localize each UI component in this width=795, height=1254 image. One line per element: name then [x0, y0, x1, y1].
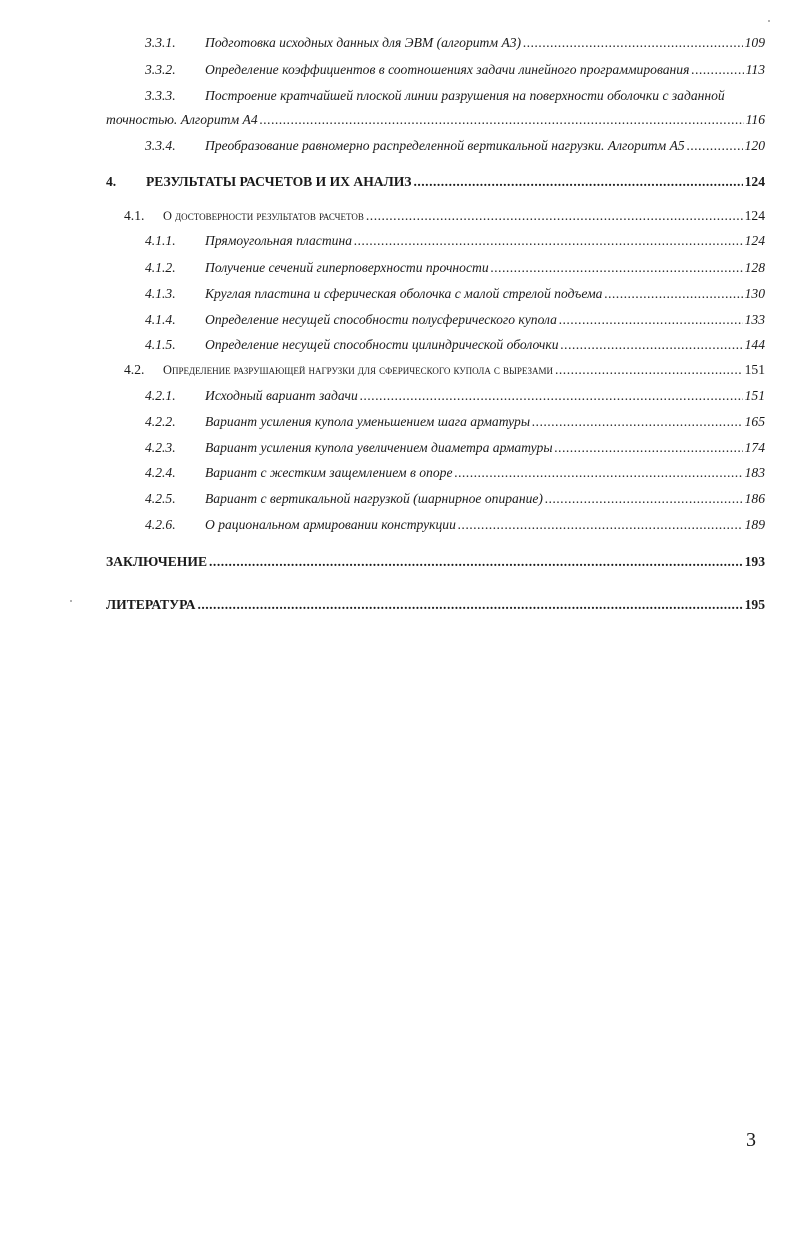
entry-page: 120 — [744, 138, 765, 153]
entry-title: Определение несущей способности полусферического купола — [205, 312, 557, 327]
entry-number: 4.2. — [124, 362, 145, 377]
entry-title: Вариант с жестким защемлением в опоре — [205, 465, 453, 480]
toc-section-4-1[interactable] — [0, 206, 795, 226]
entry-title: Исходный вариант задачи — [205, 388, 358, 403]
entry-page: 165 — [744, 414, 765, 429]
dot-leader — [209, 552, 743, 572]
dot-leader — [360, 386, 743, 406]
dot-leader — [604, 284, 742, 304]
toc-entry-4-1-2[interactable] — [0, 258, 795, 278]
entry-title: Круглая пластина и сферическая оболочка с малой стрелой подъема — [205, 286, 603, 301]
entry-page: 189 — [744, 517, 765, 532]
scan-speck — [70, 600, 72, 602]
toc-entry-4-1-1[interactable] — [0, 231, 795, 251]
entry-page: 133 — [744, 312, 765, 327]
dot-leader — [260, 110, 744, 130]
entry-page: 186 — [744, 491, 765, 506]
entry-page: 144 — [744, 337, 765, 352]
entry-page: 124 — [744, 233, 765, 248]
entry-title: Преобразование равномерно распределенной вертикальной нагрузки. Алгоритм А5 — [205, 138, 685, 153]
entry-title: Вариант усиления купола увеличением диаметра арматуры — [205, 440, 553, 455]
dot-leader — [454, 463, 742, 483]
scan-speck — [768, 20, 770, 22]
dot-leader — [197, 595, 742, 615]
toc-entry-4-2-6[interactable] — [0, 515, 795, 535]
entry-page: 128 — [744, 260, 765, 275]
entry-page: 113 — [745, 62, 765, 77]
page-number: 3 — [746, 1129, 756, 1151]
entry-number: 3.3.4. — [145, 138, 176, 153]
entry-page: 193 — [744, 554, 765, 569]
entry-title: Вариант усиления купола уменьшением шага арматуры — [205, 414, 531, 429]
entry-page: 195 — [744, 597, 765, 612]
toc-chapter-4[interactable] — [0, 172, 795, 192]
entry-number: 4.1.5. — [145, 337, 176, 352]
entry-number: 4.2.6. — [145, 517, 176, 532]
entry-title-line1: Построение кратчайшей плоской линии разрушения на поверхности оболочки с заданной — [205, 88, 725, 103]
entry-title: РЕЗУЛЬТАТЫ РАСЧЕТОВ И ИХ АНАЛИЗ — [146, 174, 412, 189]
entry-page: 174 — [744, 440, 765, 455]
entry-number: 4.1.4. — [145, 312, 176, 327]
entry-title: Определение несущей способности цилиндрической оболочки — [205, 337, 559, 352]
toc-entry-4-2-2[interactable] — [0, 412, 795, 432]
entry-page: 183 — [744, 465, 765, 480]
dot-leader — [458, 515, 743, 535]
entry-number: 4.2.2. — [145, 414, 176, 429]
toc-entry-4-1-3[interactable] — [0, 284, 795, 304]
toc-entry-3-3-3-line2[interactable] — [0, 110, 795, 130]
dot-leader — [532, 412, 743, 432]
toc-entry-3-3-3-line1[interactable] — [0, 86, 795, 106]
toc-section-4-2[interactable] — [0, 360, 795, 380]
entry-number: 3.3.1. — [145, 35, 176, 50]
entry-page: 116 — [745, 112, 765, 127]
toc-entry-4-2-3[interactable] — [0, 438, 795, 458]
entry-title: Прямоугольная пластина — [205, 233, 352, 248]
entry-number: 4.1. — [124, 208, 145, 223]
entry-number: 4.1.1. — [145, 233, 176, 248]
entry-page: 124 — [744, 174, 765, 189]
toc-entry-4-1-4[interactable] — [0, 310, 795, 330]
dot-leader — [545, 489, 743, 509]
entry-number: 4.2.4. — [145, 465, 176, 480]
entry-title: О рациональном армировании конструкции — [205, 517, 456, 532]
entry-page: 124 — [744, 208, 765, 223]
dot-leader — [491, 258, 743, 278]
entry-title: ЗАКЛЮЧЕНИЕ — [106, 554, 208, 569]
toc-literature[interactable] — [0, 595, 795, 615]
entry-page: 151 — [744, 362, 765, 377]
toc-entry-4-2-4[interactable] — [0, 463, 795, 483]
toc-entry-3-3-2[interactable] — [0, 60, 795, 80]
entry-title: Определение разрушающей нагрузки для сферического купола с вырезами — [163, 363, 553, 377]
entry-number: 4. — [106, 174, 117, 189]
dot-leader — [561, 335, 743, 355]
toc-conclusion[interactable] — [0, 552, 795, 572]
entry-title: ЛИТЕРАТУРА — [106, 597, 196, 612]
entry-page: 130 — [744, 286, 765, 301]
entry-number: 3.3.2. — [145, 62, 176, 77]
toc-entry-4-2-5[interactable] — [0, 489, 795, 509]
entry-number: 4.2.3. — [145, 440, 176, 455]
toc-entry-4-2-1[interactable] — [0, 386, 795, 406]
toc-entry-4-1-5[interactable] — [0, 335, 795, 355]
entry-number: 3.3.3. — [145, 88, 176, 103]
dot-leader — [523, 33, 743, 53]
dot-leader — [559, 310, 743, 330]
toc-entry-3-3-4[interactable] — [0, 136, 795, 156]
dot-leader — [691, 60, 743, 80]
entry-number: 4.2.5. — [145, 491, 176, 506]
dot-leader — [366, 206, 743, 226]
dot-leader — [555, 438, 743, 458]
entry-title: Подготовка исходных данных для ЭВМ (алгоритм А3) — [205, 35, 522, 50]
entry-title-line2: точностью. Алгоритм А4 — [106, 112, 258, 127]
entry-number: 4.1.3. — [145, 286, 176, 301]
entry-title: О достоверности результатов расчетов — [163, 209, 364, 223]
entry-title: Получение сечений гиперповерхности прочности — [205, 260, 489, 275]
dot-leader — [555, 360, 743, 380]
entry-title: Определение коэффициентов в соотношениях задачи линейного программирования — [205, 62, 690, 77]
entry-page: 151 — [744, 388, 765, 403]
entry-number: 4.1.2. — [145, 260, 176, 275]
entry-number: 4.2.1. — [145, 388, 176, 403]
dot-leader — [413, 172, 742, 192]
entry-page: 109 — [744, 35, 765, 50]
entry-title: Вариант с вертикальной нагрузкой (шарнирное опирание) — [205, 491, 543, 506]
dot-leader — [354, 231, 743, 251]
dot-leader — [687, 136, 743, 156]
toc-entry-3-3-1[interactable] — [0, 33, 795, 53]
